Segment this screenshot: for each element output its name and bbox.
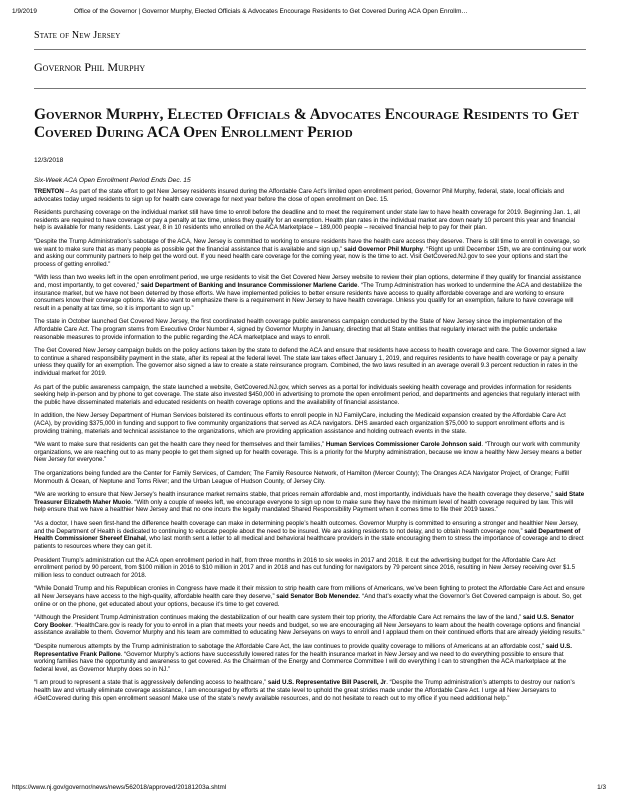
print-url: https://www.nj.gov/governor/news/news/562018/approved/20181203a.shtml	[12, 784, 227, 791]
paragraph-text: President Trump’s administration cut the ACA open enrollment period in half, from three months in 2016 to six weeks in 2017 and 2018. It cut the advertising budget for the Affordable Care Act enrollment period by 90 percent, from $100 million in 2016 to $10 million in 2017 and in 2018 and has cut funding for navigators by 79 percent since 2016, resulting in New Jersey receiving over $1.5 million less to conduct outreach for 2018.	[34, 556, 576, 579]
governor-label[interactable]: Governor Phil Murphy	[34, 60, 146, 74]
paragraph-text: The Get Covered New Jersey campaign builds on the policy actions taken by the state to defend the ACA and ensure that residents have access to health coverage and care. The Governor signed a law to continue a shared responsibility payment in the state, after its repeal at the federal level. The state law takes effect January 1, 2019, and requires residents to have health coverage or pay a penalty unless they qualify for an exemption. The governor also signed a law to create a state reinsurance program. Combined, the two laws resulted in an average overall 9.3 percent reduction in rates in the individual market for 2019.	[34, 347, 586, 377]
speaker-attribution: said U.S. Representative Frank Pallone	[34, 643, 573, 658]
article-paragraph	[34, 491, 586, 514]
speaker-attribution: TRENTON	[34, 188, 64, 195]
print-date: 1/9/2019	[12, 8, 37, 15]
article-body	[34, 188, 586, 702]
article-paragraph	[34, 679, 586, 702]
paragraph-text: . “With only a couple of weeks left, we encourage everyone to sign up now to make sure they have the minimum level of health coverage required by law. This will help ensure that we have a healthier New Jersey and that no one incurs the legally mandated Shared Responsibility Payment when it comes time to file their 2019 taxes.”	[34, 498, 574, 514]
article-paragraph	[34, 209, 586, 232]
paragraph-text: . “The Trump Administration has worked to undermine the ACA and destabilize the insurance market, but we have not been deterred by those efforts. We have implemented policies to better ensure residents have access to quality affordable coverage and are working to ensure consumers know their coverage options. We also want to emphasize there is a requirement in New Jersey to have health coverage. Unless you qualify for an exemption, failure to have coverage will result in a penalty at tax time, so it is important to sign up.”	[34, 282, 583, 312]
paragraph-text: The state in October launched Get Covered New Jersey, the first coordinated health coverage public awareness campaign conducted by the State of New Jersey since the implementation of the Affordable Care Act. The program stems from Executive Order Number 4, signed by Governor Murphy in January, directing that all State entities that regularly interact with the public undertake reasonable measures to provide information to the public regarding the ACA marketplace and ways to enroll.	[34, 318, 563, 341]
paragraph-text: – As part of the state effort to get New Jersey residents insured during the Affordable Care Act’s limited open enrollment period, Governor Phil Murphy, federal, state, local officials and advocates today urged residents to sign up for health care coverage for next year before the close of open enrollment on Dec. 15.	[34, 188, 564, 203]
article-paragraph	[34, 643, 586, 673]
paragraph-text: As part of the public awareness campaign, the state launched a website, GetCovered.NJ.gov, which serves as a portal for individuals seeking health coverage and provides information for residents seeking help in-person and by phone to get coverage. The state also invested $450,000 in advertising to promote the open enrollment period, and departments and agencies that regularly interact with the public have disseminated materials and educated residents on health coverage options and the availability of financial assistance.	[34, 383, 580, 406]
article-paragraph	[34, 274, 586, 312]
paragraph-text: “With less than two weeks left in the open enrollment period, we urge residents to visit the Get Covered New Jersey website to review their plan options, determine if they qualify for financial assistance and, most importantly, to get covered,”	[34, 274, 582, 290]
paragraph-text: . “Governor Murphy’s actions have successfully lowered rates for the health insurance market in New Jersey and we need to do everything possible to ensure that working families have the opportunity and awareness to get covered. As the Chairman of the Energy and Commerce Committee I will do everything I can to strengthen the ACA marketplace at the federal level, as Governor Murphy does so in NJ.”	[34, 650, 567, 673]
speaker-attribution: said Department of Health Commissioner Shereef Elnahal	[34, 527, 581, 543]
article-paragraph	[34, 614, 586, 637]
paragraph-text: “Despite numerous attempts by the Trump administration to sabotage the Affordable Care Act, the law continues to provide quality coverage to millions of Americans at an affordable cost,”	[34, 643, 546, 651]
paragraph-text: “We are working to ensure that New Jersey’s health insurance market remains stable, that prices remain affordable and, most importantly, individuals have the health coverage they deserve,”	[34, 491, 555, 499]
speaker-attribution: said Governor Phil Murphy	[343, 245, 423, 253]
article-headline: Governor Murphy, Elected Officials & Advocates Encourage Residents to Get Covered During ACA Open Enrollment Period	[34, 106, 579, 141]
paragraph-text: In addition, the New Jersey Department of Human Services bolstered its continuous efforts to enroll people in NJ FamilyCare, including the Medicaid expansion created by the Affordable Care Act (ACA), by providing $375,000 in funding and support to five community organizations that served as ACA navigators. DHS awarded each organization $75,000 to support enrollment efforts and is providing training, materials and technical assistance to the organizations, which are providing application assistance and holding outreach events in the state.	[34, 412, 566, 435]
article-subhead: Six-Week ACA Open Enrollment Period Ends Dec. 15	[34, 177, 191, 184]
article-paragraph	[34, 238, 586, 268]
article-paragraph	[34, 188, 586, 203]
page-number: 1/3	[597, 784, 606, 791]
article-date: 12/3/2018	[34, 157, 64, 164]
state-label[interactable]: State of New Jersey	[34, 30, 121, 41]
paragraph-text: Residents purchasing coverage on the individual market still have time to enroll before the deadline and to meet the requirement under state law to have health coverage for 2019. Beginning Jan. 1, all residents are required to have coverage or pay a penalty at tax time, unless they qualify for an exemption. Health plan rates in the individual market are down nearly 10 percent this year and financial help is available for many residents. Last year, 8 in 10 residents who enrolled on the ACA Marketplace – 189,000 people – received financial help to pay for their plan.	[34, 209, 580, 232]
speaker-attribution: Human Services Commissioner Carole Johnson said	[325, 441, 482, 449]
paragraph-text: . “HealthCare.gov is ready for you to enroll in a plan that meets your needs and budget, so we are encouraging all New Jerseyans to learn about the health coverage options and financial assistance available to them. Governor Murphy and his team are committed to educating New Jerseyans on ways to enroll and I applaud them on their continued efforts that are already yielding results.”	[34, 621, 585, 637]
print-title: Office of the Governor | Governor Murphy, Elected Officials & Advocates Encourage Residents to Get Covered During ACA Open Enrollm…	[74, 8, 468, 15]
article-paragraph	[34, 412, 586, 435]
paragraph-text: , who last month sent a letter to all medical and behavioral healthcare providers in the state encouraging them to stress the importance of coverage and to direct patients to resources where they can get it.	[34, 535, 584, 550]
paragraph-text: . “And that’s exactly what the Governor’s Get Covered campaign is about. So, get online or on the phone, get educated about your options, because it’s time to get covered.	[34, 592, 582, 608]
paragraph-text: “As a doctor, I have seen first-hand the difference health coverage can make in determining people’s health outcomes. Governor Murphy is committed to ensuring a stronger and healthier New Jersey, and the Department of Health is dedicated to continuing to educate people about the need to be insured. We are asking residents to not delay, and to obtain health coverage now,”	[34, 520, 579, 535]
speaker-attribution: said State Treasurer Elizabeth Maher Muoio	[34, 491, 585, 506]
paragraph-text: . “Right up until December 15th, we are continuing our work and asking our community partners to help get the word out. If you need health care coverage for the coming year, now is the time to act. Visit GetCovered.NJ.gov to see your options and start the process of getting enrolled.”	[34, 245, 587, 268]
article-paragraph	[34, 347, 586, 377]
divider	[34, 49, 586, 50]
article-paragraph	[34, 470, 586, 485]
article-paragraph	[34, 441, 586, 464]
speaker-attribution: said Senator Bob Menendez	[276, 592, 359, 600]
paragraph-text: The organizations being funded are the Center for Family Services, of Camden; The Family Resource Network, of Hamilton (Mercer County); The Oranges ACA Navigator Project, of Orange; Fulfill Monmouth & Ocean, of Neptune and Toms River; and the Urban League of Hudson County, of Jersey City.	[34, 470, 569, 485]
speaker-attribution: said U.S. Senator Cory Booker	[34, 614, 574, 629]
page-content	[34, 30, 586, 702]
paragraph-text: “Although the President Trump Administration continues making the destabilization of our health care system their top priority, the Affordable Care Act remains the law of the land,”	[34, 614, 523, 622]
paragraph-text: “I am proud to represent a state that is aggressively defending access to healthcare,”	[34, 679, 268, 687]
article-paragraph	[34, 585, 586, 608]
paragraph-text: “While Donald Trump and his Republican cronies in Congress have made it their mission to strip health care from millions of Americans, we’ve been fighting to protect the Affordable Care Act and ensure all New Jerseyans have access to the high-quality, affordable health care they deserve,”	[34, 585, 585, 600]
divider	[34, 88, 586, 89]
article-paragraph	[34, 384, 586, 407]
paragraph-text: . “Despite the Trump administration’s attempts to destroy our nation’s health law and virtually eliminate coverage assistance, I am encouraged by efforts at the state level to uphold the great strides made under the Affordable Care Act. I urge all New Jerseyans to #GetCovered during this open enrollment season! Make use of the state’s newly available resources, and do not hesitate to reach out to my office if you need additional help.”	[34, 679, 575, 702]
paragraph-text: . “Through our work with community organizations, we are reaching out to as many people to get them signed up for health coverage. This is a priority for the Murphy administration, because we know a healthy New Jersey means a better New Jersey for everyone.”	[34, 441, 582, 464]
print-header	[12, 8, 606, 20]
article-paragraph	[34, 318, 586, 341]
speaker-attribution: said Department of Banking and Insurance Commissioner Marlene Caride	[140, 282, 358, 290]
article-paragraph	[34, 557, 586, 580]
article-paragraph	[34, 520, 586, 550]
paragraph-text: “Despite the Trump Administration’s sabotage of the ACA, New Jersey is committed to working to ensure residents have the health care access they deserve. There is still time to enroll in coverage, so we want to make sure that as many people as possible get the financial assistance that is available and sign up,”	[34, 238, 580, 253]
print-footer	[12, 784, 606, 794]
speaker-attribution: said U.S. Representative Bill Pascrell, Jr	[267, 679, 387, 687]
paragraph-text: “We want to make sure that residents can get the health care they need for themselves and their families,”	[34, 441, 326, 449]
